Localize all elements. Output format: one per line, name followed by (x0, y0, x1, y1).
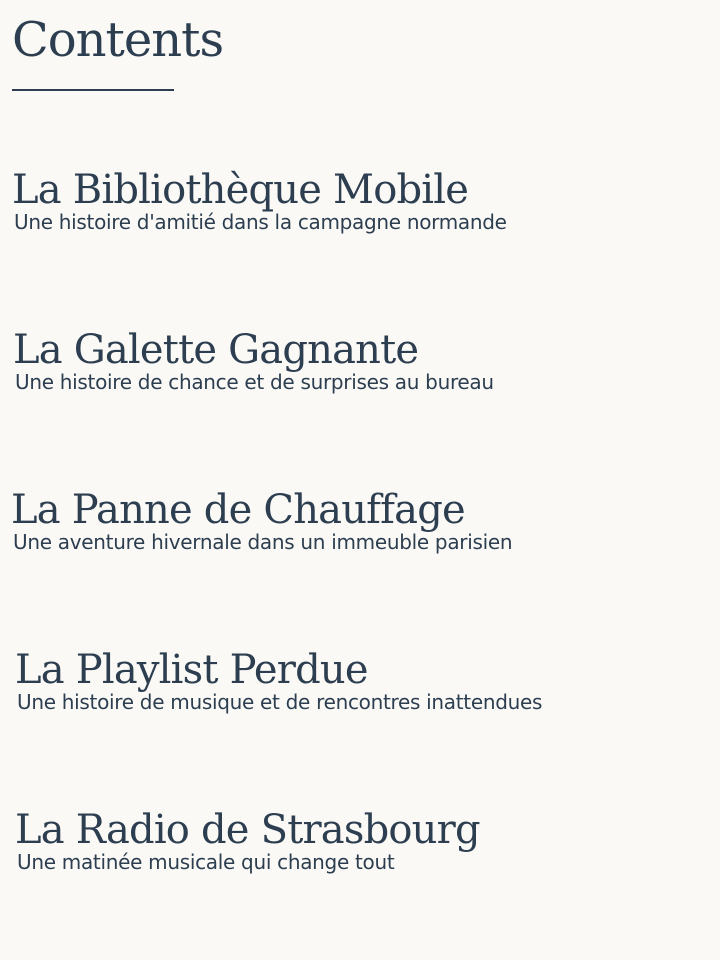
toc-entry-title[interactable]: La Radio de Strasbourg (15, 807, 480, 853)
toc-entry-subtitle: Une matinée musicale qui change tout (17, 850, 395, 874)
toc-entry-bibliotheque-mobile[interactable] (12, 166, 507, 234)
toc-entry-subtitle: Une histoire d'amitié dans la campagne normande (14, 210, 507, 234)
toc-entry-title[interactable]: La Galette Gagnante (13, 327, 419, 373)
toc-entry-subtitle: Une histoire de musique et de rencontres inattendues (17, 690, 543, 714)
toc-entry-title[interactable]: La Bibliothèque Mobile (12, 167, 469, 213)
toc-entry-panne-de-chauffage[interactable] (11, 486, 512, 554)
toc-entry-title[interactable]: La Playlist Perdue (15, 647, 368, 693)
toc-entry-subtitle: Une histoire de chance et de surprises au bureau (15, 370, 494, 394)
toc-entry-galette-gagnante[interactable] (13, 326, 494, 394)
toc-entry-radio-de-strasbourg[interactable] (15, 806, 480, 874)
contents-heading: Contents (12, 12, 224, 68)
toc-entry-subtitle: Une aventure hivernale dans un immeuble parisien (13, 530, 513, 554)
heading-underline (12, 89, 174, 91)
toc-entry-title[interactable]: La Panne de Chauffage (11, 487, 465, 533)
toc-entry-playlist-perdue[interactable] (15, 646, 542, 714)
